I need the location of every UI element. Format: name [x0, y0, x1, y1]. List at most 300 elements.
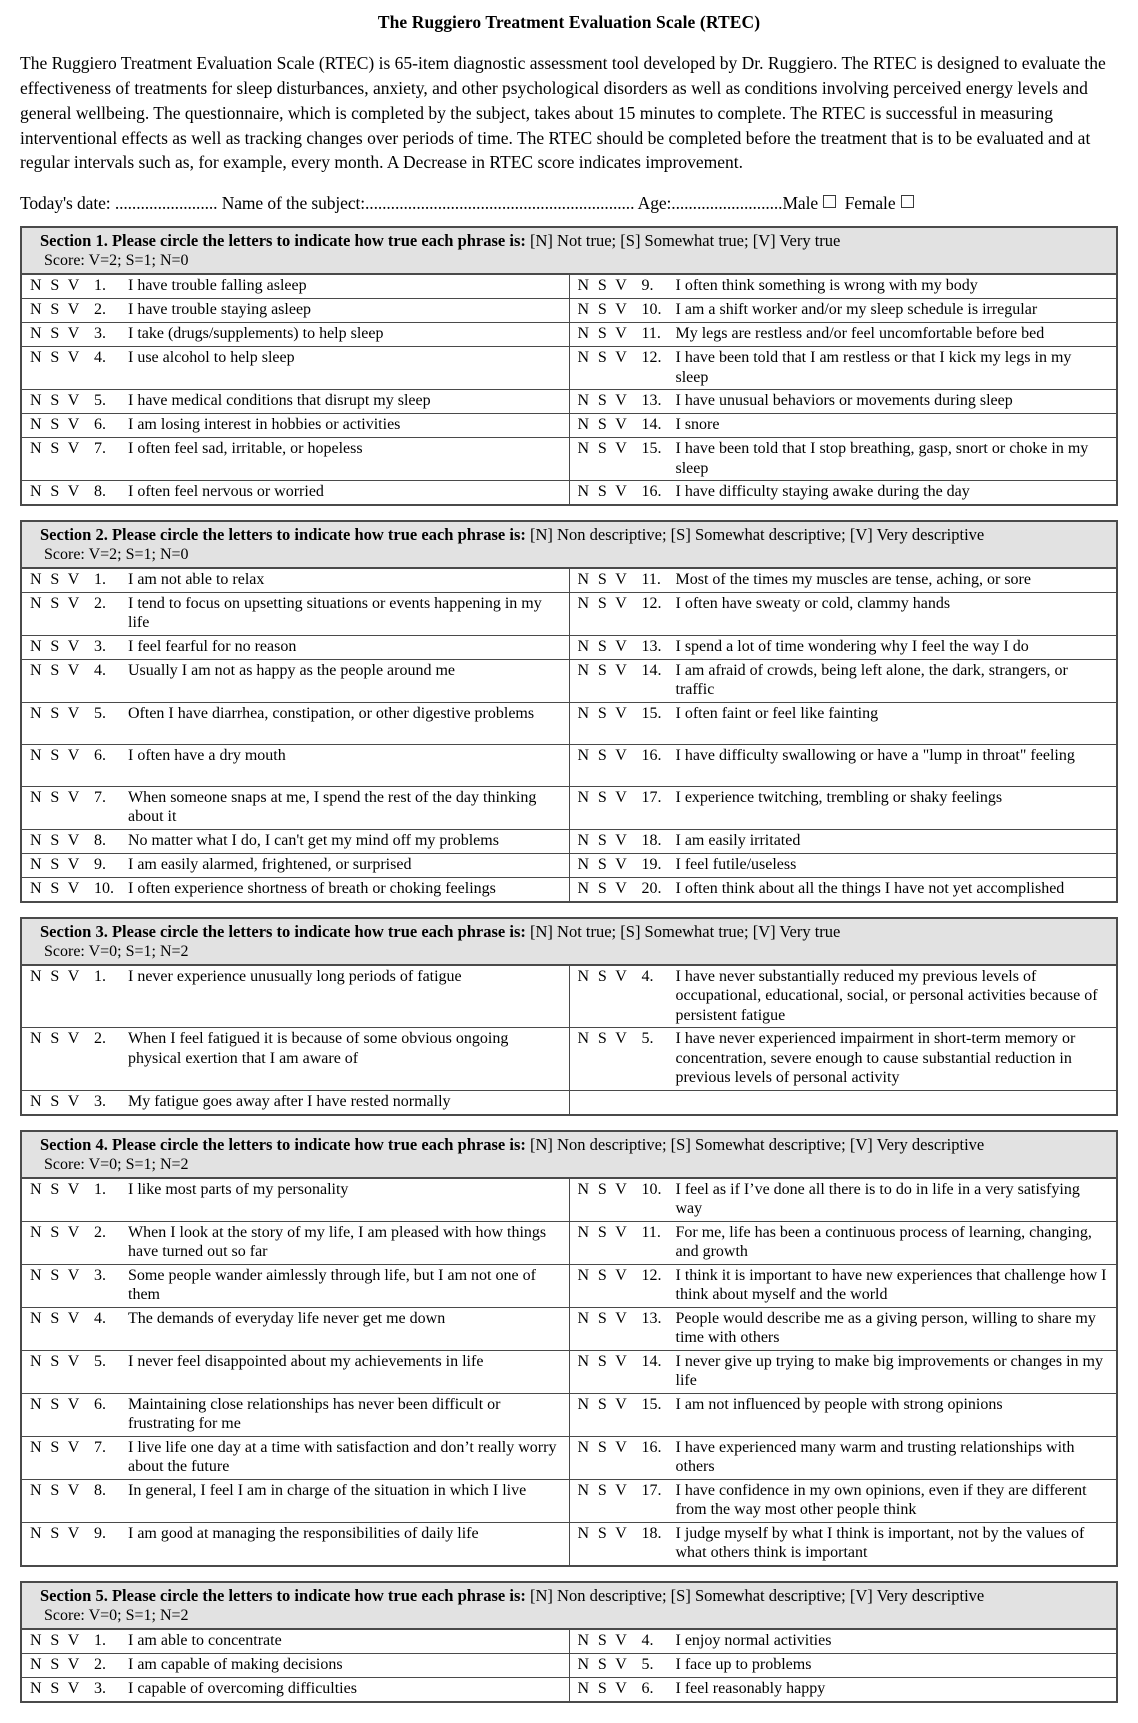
item-text: Maintaining close relationships has never been difficult or frustrating for me — [128, 1395, 501, 1433]
question-item — [570, 1394, 1117, 1435]
item-cell-r — [569, 659, 1116, 702]
item-number: 5. — [94, 392, 106, 410]
item-cell-l — [22, 1028, 569, 1091]
intro-paragraph: The Ruggiero Treatment Evaluation Scale (RTEC) is 65-item diagnostic assessment tool developed by Dr. Ruggiero. The RTEC is designed to evaluate the effectiveness of treatments for sleep disturbances, anxiety, and other psychological disorders as well as conditions involving perceived energy levels and general wellbeing. The questionnaire, which is completed by the subject, takes about 15 minutes to complete. The RTEC is successful in measuring interventional effects as well as tracking changes over periods of time. The RTEC should be completed before the treatment that is to be evaluated and at regular intervals such as, for example, every month. A Decrease in RTEC score indicates improvement. — [20, 53, 1106, 173]
section-header — [22, 1583, 1116, 1630]
item-text: I have trouble falling asleep — [128, 277, 307, 295]
item-text: I often have a dry mouth — [128, 746, 286, 764]
item-cell-l — [22, 1350, 569, 1393]
item-cell-l — [22, 744, 569, 786]
item-number: 3. — [94, 637, 106, 655]
item-cell-r — [569, 853, 1116, 877]
item-number: 1. — [94, 1631, 106, 1649]
answer-options-nsv[interactable]: N S V — [577, 1631, 630, 1649]
section-items-table — [22, 966, 1116, 1114]
question-item — [22, 1437, 569, 1479]
section-header — [22, 522, 1116, 569]
section-instruction-bold: Section 5. Please circle the letters to indicate how true each phrase is: — [40, 1585, 526, 1605]
answer-options-nsv[interactable]: N S V — [30, 1223, 82, 1241]
question-item — [570, 275, 1117, 298]
page-title: The Ruggiero Treatment Evaluation Scale (RTEC) — [377, 12, 761, 32]
item-text: I am a shift worker and/or my sleep schedule is irregular — [675, 301, 1038, 319]
item-cell-l — [22, 1307, 569, 1350]
answer-options-nsv[interactable]: N S V — [577, 325, 630, 343]
item-text: I am capable of making decisions — [128, 1655, 343, 1673]
section-items-table — [22, 1179, 1116, 1565]
item-text: I have been told that I stop breathing, gasp, snort or choke in my sleep — [675, 440, 1089, 477]
item-cell-l — [22, 853, 569, 877]
item-number: 3. — [94, 1679, 106, 1697]
table-row — [22, 1393, 1116, 1436]
item-text: I tend to focus on upsetting situations or events happening in my life — [128, 594, 542, 632]
question-item — [570, 569, 1117, 592]
item-number: 9. — [641, 277, 654, 295]
question-item — [22, 1394, 569, 1436]
section-score-key: Score: V=0; S=1; N=2 — [44, 942, 189, 960]
table-row — [22, 481, 1116, 505]
item-number: 5. — [94, 1352, 106, 1370]
item-text: My fatigue goes away after I have rested normally — [128, 1092, 451, 1110]
item-cell-r — [569, 786, 1116, 829]
item-cell-r — [569, 635, 1116, 659]
answer-options-nsv[interactable]: N S V — [577, 788, 630, 806]
female-label: Female — [844, 193, 896, 214]
item-text: I use alcohol to help sleep — [128, 349, 295, 367]
item-number: 1. — [94, 967, 106, 985]
item-cell-l — [22, 323, 569, 347]
item-cell-r — [569, 744, 1116, 786]
item-text: I never experience unusually long periods of fatigue — [128, 967, 462, 985]
answer-options-nsv[interactable]: N S V — [577, 570, 630, 588]
item-number: 5. — [641, 1655, 654, 1673]
answer-options-nsv[interactable]: N S V — [30, 831, 82, 849]
answer-options-nsv[interactable]: N S V — [577, 1524, 630, 1542]
answer-options-nsv[interactable]: N S V — [30, 1524, 82, 1542]
answer-options-nsv[interactable]: N S V — [30, 1309, 82, 1327]
item-text: I experience twitching, trembling or shaky feelings — [675, 788, 1003, 806]
answer-options-nsv[interactable]: N S V — [577, 704, 630, 722]
item-cell-r — [569, 390, 1116, 414]
table-row — [22, 299, 1116, 323]
question-item — [570, 1308, 1117, 1350]
item-number: 4. — [94, 661, 106, 679]
item-text: I feel as if I’ve done all there is to do in life in a very satisfying way — [675, 1180, 1080, 1218]
question-item — [570, 1437, 1117, 1479]
question-item — [570, 636, 1117, 659]
question-item — [22, 703, 569, 726]
item-text: I am easily alarmed, frightened, or surprised — [128, 855, 412, 873]
answer-options-nsv[interactable]: N S V — [30, 440, 82, 458]
section-header — [22, 919, 1116, 966]
item-text: I am afraid of crowds, being left alone, the dark, strangers, or traffic — [675, 661, 1068, 699]
section-3 — [20, 917, 1118, 1116]
question-item — [22, 1523, 569, 1564]
answer-options-nsv[interactable]: N S V — [577, 967, 630, 985]
answer-options-nsv[interactable]: N S V — [30, 1679, 82, 1697]
section-header — [22, 228, 1116, 275]
question-item — [570, 660, 1117, 702]
item-number: 9. — [94, 855, 106, 873]
question-item — [570, 1654, 1117, 1677]
item-number: 4. — [641, 1631, 654, 1649]
item-number: 14. — [641, 1352, 662, 1370]
item-text: The demands of everyday life never get me down — [128, 1309, 446, 1327]
answer-options-nsv[interactable]: N S V — [30, 879, 82, 897]
table-row — [22, 1677, 1116, 1701]
answer-options-nsv[interactable]: N S V — [30, 1481, 82, 1499]
answer-options-nsv[interactable]: N S V — [30, 1092, 82, 1110]
item-number: 17. — [641, 788, 662, 806]
answer-options-nsv[interactable]: N S V — [30, 788, 82, 806]
item-number: 16. — [641, 483, 662, 501]
question-item — [570, 1630, 1117, 1653]
question-item — [570, 1678, 1117, 1701]
answer-options-nsv[interactable]: N S V — [577, 1180, 630, 1198]
answer-options-nsv[interactable]: N S V — [577, 277, 630, 295]
table-row — [22, 744, 1116, 786]
item-cell-r — [569, 347, 1116, 390]
question-item — [570, 787, 1117, 828]
section-scale-legend: [N] Not true; [S] Somewhat true; [V] Very true — [525, 231, 841, 251]
item-cell-l — [22, 635, 569, 659]
item-text: For me, life has been a continuous process of learning, changing, and growth — [675, 1223, 1092, 1261]
item-text: I am losing interest in hobbies or activities — [128, 416, 401, 434]
section-scale-legend: [N] Non descriptive; [S] Somewhat descriptive; [V] Very descriptive — [525, 1585, 985, 1605]
question-item — [22, 1265, 569, 1307]
question-item — [22, 1630, 569, 1653]
item-number: 1. — [94, 1180, 106, 1198]
item-text: I often think about all the things I have not yet accomplished — [675, 879, 1065, 897]
item-text: I feel reasonably happy — [675, 1679, 826, 1697]
section-instruction-bold: Section 3. Please circle the letters to indicate how true each phrase is: — [40, 921, 526, 941]
table-row — [22, 592, 1116, 635]
answer-options-nsv[interactable]: N S V — [577, 1352, 630, 1370]
item-text: Usually I am not as happy as the people around me — [128, 661, 456, 679]
table-row — [22, 659, 1116, 702]
item-number: 6. — [641, 1679, 654, 1697]
item-cell-l — [22, 829, 569, 853]
item-number: 8. — [94, 1481, 106, 1499]
answer-options-nsv[interactable]: N S V — [30, 325, 82, 343]
item-cell-r — [569, 1090, 1116, 1114]
question-item — [22, 347, 569, 388]
date-label: Today's date: — [20, 193, 111, 214]
table-row — [22, 1522, 1116, 1565]
question-item — [570, 1480, 1117, 1522]
item-number: 13. — [641, 637, 662, 655]
item-text: I have difficulty swallowing or have a "lump in throat" feeling — [675, 746, 1075, 764]
section-1 — [20, 226, 1118, 506]
table-row — [22, 414, 1116, 438]
item-cell-l — [22, 1630, 569, 1654]
answer-options-nsv[interactable]: N S V — [30, 1030, 82, 1048]
item-text: I have been told that I am restless or that I kick my legs in my sleep — [675, 349, 1072, 386]
table-row — [22, 966, 1116, 1028]
table-row — [22, 1307, 1116, 1350]
section-items-table — [22, 569, 1116, 901]
item-text: When I look at the story of my life, I am pleased with how things have turned out so far — [128, 1223, 547, 1261]
item-cell-l — [22, 659, 569, 702]
item-number: 7. — [94, 440, 106, 458]
item-text: I take (drugs/supplements) to help sleep — [128, 325, 384, 343]
answer-options-nsv[interactable]: N S V — [30, 1631, 82, 1649]
answer-options-nsv[interactable]: N S V — [577, 1309, 630, 1327]
table-row — [22, 390, 1116, 414]
answer-options-nsv[interactable]: N S V — [30, 416, 82, 434]
section-4 — [20, 1130, 1118, 1567]
table-row — [22, 635, 1116, 659]
item-cell-l — [22, 1436, 569, 1479]
item-text: I often feel nervous or worried — [128, 483, 324, 501]
item-cell-l — [22, 1393, 569, 1436]
question-item — [22, 593, 569, 635]
answer-options-nsv[interactable]: N S V — [30, 301, 82, 319]
question-item — [570, 703, 1117, 744]
answer-options-nsv[interactable]: N S V — [577, 440, 630, 458]
section-instruction — [22, 525, 1116, 545]
question-item — [570, 299, 1117, 322]
answer-options-nsv[interactable]: N S V — [30, 637, 82, 655]
item-cell-l — [22, 1090, 569, 1114]
question-item — [22, 854, 569, 877]
answer-options-nsv[interactable]: N S V — [577, 1481, 630, 1499]
question-item — [22, 438, 569, 479]
question-item — [22, 414, 569, 437]
answer-options-nsv[interactable]: N S V — [30, 483, 82, 501]
item-text: I often have sweaty or cold, clammy hands — [675, 594, 951, 612]
section-score-key: Score: V=0; S=1; N=2 — [44, 1606, 189, 1624]
name-input[interactable]: ............................................................... — [365, 193, 635, 214]
answer-options-nsv[interactable]: N S V — [30, 746, 82, 764]
item-cell-r — [569, 1179, 1116, 1222]
answer-options-nsv[interactable]: N S V — [30, 392, 82, 410]
table-row — [22, 829, 1116, 853]
item-cell-r — [569, 1630, 1116, 1654]
answer-options-nsv[interactable]: N S V — [30, 1395, 82, 1413]
item-cell-empty — [570, 1091, 1117, 1114]
item-number: 20. — [641, 879, 662, 897]
answer-options-nsv[interactable]: N S V — [30, 855, 82, 873]
answer-options-nsv[interactable]: N S V — [577, 746, 630, 764]
answer-options-nsv[interactable]: N S V — [577, 1266, 630, 1284]
item-number: 10. — [641, 301, 662, 319]
answer-options-nsv[interactable]: N S V — [30, 967, 82, 985]
answer-options-nsv[interactable]: N S V — [577, 831, 630, 849]
item-number: 18. — [641, 831, 662, 849]
question-item — [22, 275, 569, 298]
section-instruction — [22, 231, 1116, 251]
answer-options-nsv[interactable]: N S V — [30, 1438, 82, 1456]
question-item — [22, 481, 569, 504]
question-item — [570, 854, 1117, 877]
answer-options-nsv[interactable]: N S V — [577, 392, 630, 410]
question-item — [22, 745, 569, 786]
answer-options-nsv[interactable]: N S V — [30, 661, 82, 679]
item-number: 11. — [641, 325, 661, 343]
question-item — [570, 323, 1117, 346]
item-number: 3. — [94, 1266, 106, 1284]
item-text: I like most parts of my personality — [128, 1180, 349, 1198]
item-number: 1. — [94, 570, 106, 588]
answer-options-nsv[interactable]: N S V — [577, 1030, 630, 1048]
item-text: No matter what I do, I can't get my mind off my problems — [128, 831, 499, 849]
table-row — [22, 569, 1116, 593]
question-item — [22, 1028, 569, 1088]
item-number: 5. — [94, 704, 106, 722]
answer-options-nsv[interactable]: N S V — [30, 277, 82, 295]
item-text: I am easily irritated — [675, 831, 801, 849]
question-item — [22, 390, 569, 413]
table-row — [22, 1436, 1116, 1479]
item-cell-r — [569, 1677, 1116, 1701]
item-cell-r — [569, 323, 1116, 347]
item-number: 2. — [94, 594, 106, 612]
item-number: 1. — [94, 277, 106, 295]
item-cell-l — [22, 786, 569, 829]
item-number: 18. — [641, 1524, 662, 1542]
question-item — [22, 323, 569, 346]
item-number: 15. — [641, 440, 662, 458]
item-cell-r — [569, 275, 1116, 299]
male-label: Male — [782, 193, 819, 214]
question-item — [22, 878, 569, 901]
item-text: I am able to concentrate — [128, 1631, 282, 1649]
item-number: 10. — [641, 1180, 662, 1198]
section-2 — [20, 520, 1118, 903]
item-text: I often think something is wrong with my body — [675, 277, 978, 295]
question-item — [22, 569, 569, 592]
question-item — [570, 1222, 1117, 1264]
answer-options-nsv[interactable]: N S V — [577, 661, 630, 679]
answer-options-nsv[interactable]: N S V — [30, 349, 82, 367]
item-cell-l — [22, 347, 569, 390]
item-number: 7. — [94, 1438, 106, 1456]
item-number: 17. — [641, 1481, 662, 1499]
answer-options-nsv[interactable]: N S V — [30, 570, 82, 588]
question-item — [22, 1480, 569, 1503]
item-cell-r — [569, 1221, 1116, 1264]
item-number: 12. — [641, 349, 662, 367]
section-scale-legend: [N] Not true; [S] Somewhat true; [V] Very true — [525, 921, 841, 941]
item-text: Some people wander aimlessly through life, but I am not one of them — [128, 1266, 536, 1304]
item-cell-r — [569, 1436, 1116, 1479]
item-number: 2. — [94, 301, 106, 319]
age-label: Age: — [637, 193, 672, 214]
answer-options-nsv[interactable]: N S V — [577, 483, 630, 501]
item-text: I have experienced many warm and trusting relationships with others — [675, 1438, 1075, 1476]
table-row — [22, 347, 1116, 390]
answer-options-nsv[interactable]: N S V — [577, 879, 630, 897]
answer-options-nsv[interactable]: N S V — [577, 416, 630, 434]
item-cell-l — [22, 438, 569, 481]
answer-options-nsv[interactable]: N S V — [577, 637, 630, 655]
item-number: 15. — [641, 1395, 662, 1413]
item-number: 6. — [94, 746, 106, 764]
section-scale-legend: [N] Non descriptive; [S] Somewhat descriptive; [V] Very descriptive — [525, 1134, 985, 1154]
answer-options-nsv[interactable]: N S V — [577, 855, 630, 873]
question-item — [570, 390, 1117, 413]
item-cell-l — [22, 414, 569, 438]
answer-options-nsv[interactable]: N S V — [30, 1180, 82, 1198]
male-checkbox[interactable] — [823, 195, 836, 208]
item-number: 2. — [94, 1223, 106, 1241]
section-instruction — [22, 1586, 1116, 1606]
answer-options-nsv[interactable]: N S V — [30, 704, 82, 722]
table-row — [22, 438, 1116, 481]
item-text: I am not influenced by people with strong opinions — [675, 1395, 1003, 1413]
question-item — [570, 1265, 1117, 1307]
answer-options-nsv[interactable]: N S V — [577, 594, 630, 612]
item-number: 13. — [641, 1309, 662, 1327]
item-text: I am good at managing the responsibilities of daily life — [128, 1524, 479, 1542]
question-item — [570, 1351, 1117, 1393]
item-text: I often feel sad, irritable, or hopeless — [128, 440, 363, 458]
question-item — [22, 1678, 569, 1701]
item-number: 8. — [94, 483, 106, 501]
age-input[interactable]: .......................... — [671, 193, 783, 214]
item-text: People would describe me as a giving person, willing to share my time with others — [675, 1309, 1096, 1347]
item-number: 2. — [94, 1030, 106, 1048]
answer-options-nsv[interactable]: N S V — [577, 1395, 630, 1413]
answer-options-nsv[interactable]: N S V — [577, 301, 630, 319]
item-text: I often experience shortness of breath or choking feelings — [128, 879, 496, 897]
table-row — [22, 1179, 1116, 1222]
item-number: 16. — [641, 746, 662, 764]
item-number: 10. — [94, 879, 114, 897]
answer-options-nsv[interactable]: N S V — [577, 1223, 630, 1241]
item-number: 19. — [641, 855, 662, 873]
answer-options-nsv[interactable]: N S V — [577, 1679, 630, 1697]
question-item — [570, 878, 1117, 901]
section-5 — [20, 1581, 1118, 1703]
item-cell-r — [569, 1393, 1116, 1436]
item-number: 4. — [641, 967, 654, 985]
item-number: 11. — [641, 570, 661, 588]
item-text: I face up to problems — [675, 1655, 812, 1673]
answer-options-nsv[interactable]: N S V — [577, 1655, 630, 1673]
item-number: 4. — [94, 349, 106, 367]
answer-options-nsv[interactable]: N S V — [30, 1352, 82, 1370]
answer-options-nsv[interactable]: N S V — [30, 594, 82, 612]
item-cell-l — [22, 1264, 569, 1307]
item-text: I have difficulty staying awake during the day — [675, 483, 970, 501]
question-item — [570, 745, 1117, 768]
question-item — [570, 347, 1117, 389]
item-cell-l — [22, 966, 569, 1028]
item-text: I have trouble staying asleep — [128, 301, 312, 319]
question-item — [570, 1028, 1117, 1090]
item-text: I often faint or feel like fainting — [675, 704, 879, 722]
section-instruction-bold: Section 4. Please circle the letters to indicate how true each phrase is: — [40, 1134, 526, 1154]
answer-options-nsv[interactable]: N S V — [30, 1266, 82, 1284]
female-checkbox[interactable] — [901, 195, 914, 208]
item-cell-r — [569, 1522, 1116, 1565]
question-item — [22, 1351, 569, 1392]
answer-options-nsv[interactable]: N S V — [577, 1438, 630, 1456]
answer-options-nsv[interactable]: N S V — [577, 349, 630, 367]
table-row — [22, 1479, 1116, 1522]
item-cell-l — [22, 481, 569, 505]
item-number: 8. — [94, 831, 106, 849]
table-row — [22, 1350, 1116, 1393]
item-cell-l — [22, 569, 569, 593]
table-row — [22, 702, 1116, 744]
answer-options-nsv[interactable]: N S V — [30, 1655, 82, 1673]
date-input[interactable]: ........................ — [114, 193, 218, 214]
item-number: 12. — [641, 594, 662, 612]
table-row — [22, 1221, 1116, 1264]
sections-container — [20, 226, 1118, 1703]
